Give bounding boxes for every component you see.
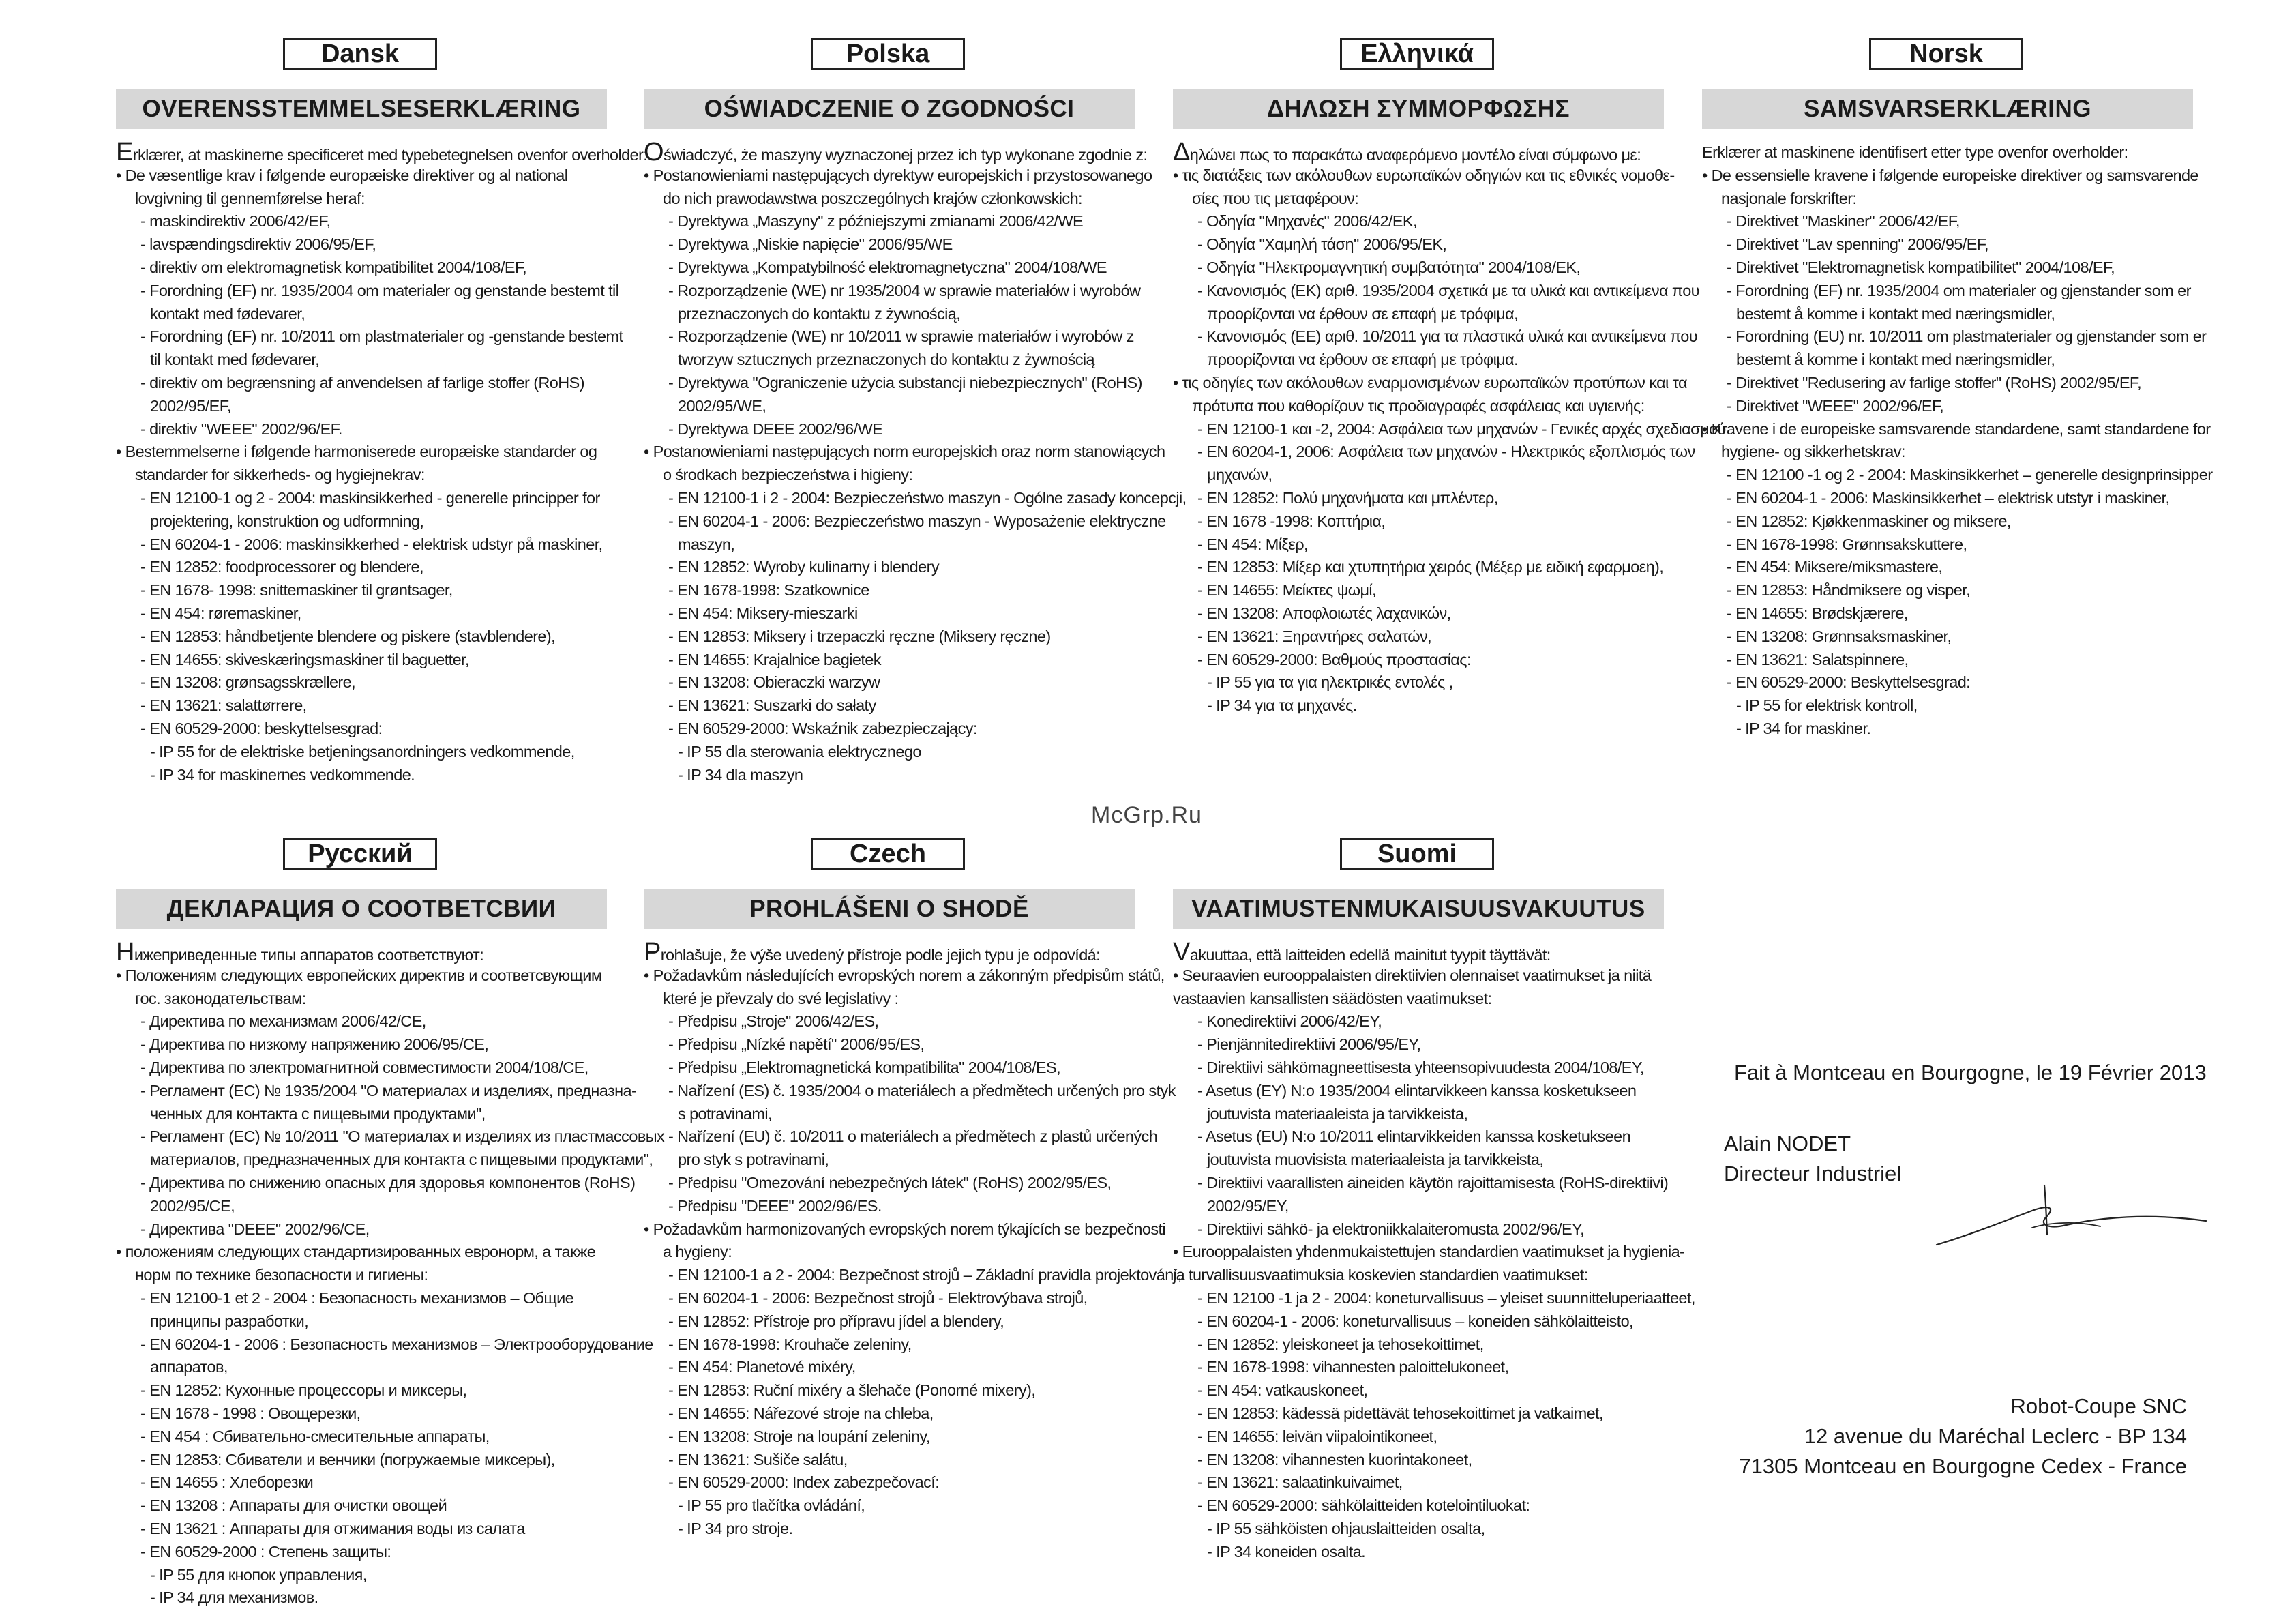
text-line: - Direktivet "Redusering av farlige stoffer" (RoHS) 2002/95/EF, bbox=[1727, 373, 2142, 392]
text-line: - Οδηγία "Ηλεκτρομαγνητική συμβατότητα" 2004/108/ΕΚ, bbox=[1197, 258, 1581, 276]
bullet-line: • Postanowieniami następujących norm europejskich oraz norm stanowiących bbox=[644, 441, 1135, 464]
text-line: - EN 12853: Miksery i trzepaczki ręczne (Miksery ręczne) bbox=[668, 627, 1051, 645]
text-line: - IP 34 για τα μηχανές. bbox=[1207, 696, 1357, 715]
text-line: - Директива по электромагнитной совместимости 2004/108/CE, bbox=[140, 1058, 588, 1076]
text-line: - EN 14655: Krajalnice bagietek bbox=[668, 650, 881, 668]
text-line: - IP 34 dla maszyn bbox=[678, 765, 803, 784]
text-line: a hygieny: bbox=[663, 1243, 732, 1261]
text-line: Δηλώνει πως το παρακάτω αναφερόμενο μοντέλο είναι σύμφωνο με: bbox=[1173, 138, 1641, 166]
text-line: - IP 34 for maskiner. bbox=[1736, 719, 1871, 737]
text-line: ja turvallisuusvaatimuksia koskevien standardien vaatimukset: bbox=[1173, 1266, 1588, 1284]
text-line: - Forordning (EF) nr. 10/2011 om plastmaterialer og -genstande bestemt bbox=[140, 327, 623, 346]
text-line: - EN 454: røremaskiner, bbox=[140, 604, 301, 622]
text-line: - EN 12852: Πολύ μηχανήματα και μπλέντερ, bbox=[1197, 488, 1498, 507]
language-label: Ελληνικά bbox=[1340, 38, 1494, 70]
text-line: - EN 13208: Αποφλοιωτές λαχανικών, bbox=[1197, 604, 1451, 622]
text-line: материалов, предназначенных для контакта с пищевыми продуктами", bbox=[150, 1151, 653, 1169]
bullet-line: • Положениям следующих европейских директив и соответсвующим bbox=[116, 964, 607, 988]
text-line: tworzyw sztucznych przeznaczonych do kontaktu z żywnością bbox=[678, 351, 1095, 369]
text-line: принципы разработки, bbox=[150, 1312, 309, 1330]
text-line: - EN 454: Miksery-mieszarki bbox=[668, 604, 858, 622]
text-line: - Οδηγία "Μηχανές" 2006/42/ΕΚ, bbox=[1197, 212, 1417, 231]
text-line: - EN 13621 : Аппараты для отжимания воды из салата bbox=[140, 1519, 525, 1537]
text-line: - IP 34 pro stroje. bbox=[678, 1519, 793, 1537]
text-line: - EN 60204-1 - 2006: koneturvallisuus – koneiden sähkölaitteisto, bbox=[1197, 1312, 1633, 1330]
text-line: - EN 12853: kädessä pidettävät tehosekoittimet ja vatkaimet, bbox=[1197, 1404, 1603, 1422]
bullet-line: • Postanowieniami następujących dyrektyw europejskich i przystosowanego bbox=[644, 164, 1135, 188]
language-label: Norsk bbox=[1869, 38, 2023, 70]
text-line: - EN 1678-1998: Krouhače zeleniny, bbox=[668, 1335, 912, 1353]
text-line: - EN 60204-1 - 2006: Maskinsikkerhet – elektrisk utstyr i maskiner, bbox=[1727, 488, 2170, 507]
declaration-text bbox=[644, 138, 1187, 786]
declaration-text bbox=[1702, 141, 2213, 741]
text-line: - direktiv om begrænsning af anvendelsen af farlige stoffer (RoHS) bbox=[140, 373, 584, 392]
text-line: - Předpisu "Omezování nebezpečných látek" (RoHS) 2002/95/ES, bbox=[668, 1173, 1112, 1192]
text-line: - Direktiivi vaarallisten aineiden käytön rajoittamisesta (RoHS-direktiivi) bbox=[1197, 1173, 1669, 1192]
signatory-name: Alain NODET bbox=[1724, 1132, 1851, 1155]
text-line: - direktiv "WEEE" 2002/96/EF. bbox=[140, 419, 342, 438]
text-line: - Direktivet "WEEE" 2002/96/EF, bbox=[1727, 396, 1944, 415]
text-line: - Předpisu „Elektromagnetická kompatibilita" 2004/108/ES, bbox=[668, 1058, 1061, 1076]
text-line: - EN 12853: Ruční mixéry a šlehače (Ponorné mixery), bbox=[668, 1381, 1036, 1400]
bullet-line: • Požadavkům harmonizovaných evropských norem týkajících se bezpečnosti bbox=[644, 1218, 1135, 1241]
text-line: - EN 13621: salattørrere, bbox=[140, 696, 307, 715]
text-line: Erklærer, at maskinerne specificeret med typebetegnelsen ovenfor overholder: bbox=[116, 138, 648, 166]
text-line: - Direktiivi sähkö- ja elektroniikkalaiteromusta 2002/96/EY, bbox=[1197, 1220, 1585, 1238]
handwritten-signature bbox=[1930, 1180, 2216, 1255]
text-line: - EN 60529-2000: Beskyttelsesgrad: bbox=[1727, 673, 1971, 692]
text-line: vastaavien kansallisten säädösten vaatimukset: bbox=[1173, 989, 1492, 1007]
text-line: do nich prawodawstwa poszczególnych krajów członkowskich: bbox=[663, 189, 1082, 207]
text-line: σίες που τις μεταφέρουν: bbox=[1192, 189, 1359, 207]
text-line: προορίζονται να έρθουν σε επαφή με τρόφιμα. bbox=[1207, 351, 1519, 369]
bullet-line: • τις διατάξεις των ακόλουθων ευρωπαϊκών οδηγιών και τις εθνικές νομοθε- bbox=[1173, 164, 1664, 188]
text-line: przeznaczonych do kontaktu z żywnością, bbox=[678, 304, 961, 323]
text-line: hygiene- og sikkerhetskrav: bbox=[1721, 443, 1905, 461]
text-line: - Direktivet "Maskiner" 2006/42/EF, bbox=[1727, 212, 1960, 231]
bullet-line: • Bestemmelserne i følgende harmoniserede europæiske standarder og bbox=[116, 441, 607, 464]
text-line: - EN 60529-2000: Index zabezpečovací: bbox=[668, 1473, 940, 1492]
text-line: - IP 55 for de elektriske betjeningsanordningers vedkommende, bbox=[150, 742, 575, 761]
text-line: - EN 12853: håndbetjente blendere og piskere (stavblendere), bbox=[140, 627, 556, 645]
text-line: joutuvista muovisista materiaaleista ja tarvikkeista, bbox=[1207, 1151, 1544, 1169]
declaration-text bbox=[116, 938, 665, 1610]
text-line: - EN 14655: skiveskæringsmaskiner til baguetter, bbox=[140, 650, 469, 668]
bullet-line: • Seuraavien eurooppalaisten direktiivien olennaiset vaatimukset ja niitä bbox=[1173, 964, 1664, 988]
text-line: - Κανονισμός (ΕΕ) αριθ. 10/2011 για τα πλαστικά υλικά και αντικείμενα που bbox=[1197, 327, 1697, 346]
text-line: - EN 12852: Kjøkkenmaskiner og miksere, bbox=[1727, 512, 2011, 530]
text-line: - EN 12100 -1 og 2 - 2004: Maskinsikkerhet – generelle designprinsipper bbox=[1727, 466, 2213, 484]
bullet-line: • τις οδηγίες των ακόλουθων εναρμονισμένων ευρωπαϊκών προτύπων και τα bbox=[1173, 372, 1664, 395]
company-name: Robot-Coupe SNC bbox=[2010, 1394, 2187, 1418]
text-line: joutuvista materiaaleista ja tarvikkeista, bbox=[1207, 1104, 1468, 1123]
place-date: Fait à Montceau en Bourgogne, le 19 Février 2013 bbox=[1734, 1061, 2207, 1084]
bullet-line: • Eurooppalaisten yhdenmukaistettujen standardien vaatimukset ja hygienia- bbox=[1173, 1241, 1664, 1264]
text-line: - Nařízení (EU) č. 10/2011 o materiálech a předmětech z plastů určených bbox=[668, 1127, 1158, 1146]
text-line: s potravinami, bbox=[678, 1104, 772, 1123]
text-line: - IP 34 koneiden osalta. bbox=[1207, 1542, 1366, 1561]
text-line: - EN 1678-1998: vihannesten paloittelukoneet, bbox=[1197, 1358, 1509, 1376]
text-line: 2002/95/EY, bbox=[1207, 1196, 1289, 1215]
text-line: - IP 55 pro tlačítka ovládání, bbox=[678, 1496, 865, 1515]
text-line: - EN 13208: grønsagsskrællere, bbox=[140, 673, 356, 692]
text-line: - Dyrektywa „Niskie napięcie" 2006/95/WE bbox=[668, 235, 953, 254]
text-line: - IP 55 для кнопок управления, bbox=[150, 1565, 367, 1584]
text-line: - EN 1678 -1998: Κοπτήρια, bbox=[1197, 512, 1386, 530]
text-line: норм по технике безопасности и гигиены: bbox=[135, 1266, 428, 1284]
text-line: - Direktiivi sähkömagneettisesta yhteensopivuudesta 2004/108/EY, bbox=[1197, 1058, 1644, 1076]
text-line: - EN 1678-1998: Grønnsakskuttere, bbox=[1727, 535, 1967, 553]
text-line: προορίζονται να έρθουν σε επαφή με τρόφιμα, bbox=[1207, 304, 1519, 323]
text-line: o środkach bezpieczeństwa i higieny: bbox=[663, 466, 913, 484]
text-line: - Регламент (ЕС) № 10/2011 "О материалах и изделиях из пластмассовых bbox=[140, 1127, 665, 1146]
text-line: - EN 454: Μίξερ, bbox=[1197, 535, 1308, 553]
text-line: - Dyrektywa „Maszyny" z późniejszymi zmianami 2006/42/WE bbox=[668, 212, 1084, 231]
section-title: PROHLÁŠENI O SHODĚ bbox=[644, 889, 1135, 929]
text-line: bestemt å komme i kontakt med næringsmidler, bbox=[1736, 304, 2055, 323]
text-line: - EN 454 : Сбивательно-смесительные аппараты, bbox=[140, 1427, 490, 1445]
language-label: Dansk bbox=[283, 38, 437, 70]
text-line: které je převzaly do své legislativy : bbox=[663, 989, 899, 1007]
bullet-line: • Kravene i de europeiske samsvarende standardene, samt standardene for bbox=[1702, 418, 2193, 441]
text-line: - Директива по снижению опасных для здоровья компонентов (RoHS) bbox=[140, 1173, 636, 1192]
text-line: nasjonale forskrifter: bbox=[1721, 189, 1857, 207]
text-line: - Rozporządzenie (WE) nr 10/2011 w sprawie materiałów i wyrobów z bbox=[668, 327, 1134, 346]
bullet-line: • De væsentlige krav i følgende europæiske direktiver og al national bbox=[116, 164, 607, 188]
text-line: - EN 14655: Brødskjærere, bbox=[1727, 604, 1908, 622]
text-line: - EN 13208: Stroje na loupání zeleniny, bbox=[668, 1427, 930, 1445]
declaration-text bbox=[1173, 938, 1695, 1564]
section-title: OVERENSSTEMMELSESERKLÆRING bbox=[116, 89, 607, 129]
text-line: 2002/95/CE, bbox=[150, 1196, 235, 1215]
text-line: - Konedirektiivi 2006/42/EY, bbox=[1197, 1012, 1382, 1031]
text-line: - Директива "DEEE" 2002/96/CE, bbox=[140, 1220, 370, 1238]
section-title: ΔΗΛΩΣΗ ΣΥΜΜΟΡΦΩΣΗΣ bbox=[1173, 89, 1664, 129]
text-line: - IP 55 dla sterowania elektrycznego bbox=[678, 742, 921, 761]
text-line: - IP 34 для механизмов. bbox=[150, 1589, 318, 1607]
text-line: - EN 13208: vihannesten kuorintakoneet, bbox=[1197, 1450, 1472, 1468]
text-line: - EN 12100-1 et 2 - 2004 : Безопасность механизмов – Общие bbox=[140, 1288, 574, 1307]
text-line: - Rozporządzenie (WE) nr 1935/2004 w sprawie materiałów i wyrobów bbox=[668, 281, 1141, 299]
text-line: til kontakt med fødevarer, bbox=[150, 351, 320, 369]
text-line: - EN 14655: leivän viipalointikoneet, bbox=[1197, 1427, 1437, 1445]
text-line: standarder for sikkerheds- og hygiejnekrav: bbox=[135, 466, 425, 484]
text-line: - EN 12100-1 i 2 - 2004: Bezpieczeństwo maszyn - Ogólne zasady koncepcji, bbox=[668, 488, 1187, 507]
text-line: - IP 55 sähköisten ohjauslaitteiden osalta, bbox=[1207, 1519, 1485, 1537]
text-line: - EN 12853: Μίξερ και χτυπητήρια χειρός (Μέξερ με ειδική εφαρμοεη), bbox=[1197, 558, 1664, 576]
language-label: Polska bbox=[811, 38, 965, 70]
text-line: - EN 14655 : Хлеборезки bbox=[140, 1473, 314, 1492]
text-line: - Οδηγία "Χαμηλή τάση" 2006/95/ΕΚ, bbox=[1197, 235, 1447, 254]
text-line: - EN 12100-1 a 2 - 2004: Bezpečnost strojů – Základní pravidla projektování, bbox=[668, 1266, 1182, 1284]
text-line: - EN 13621: salaatinkuivaimet, bbox=[1197, 1473, 1403, 1492]
text-line: - EN 60204-1 - 2006 : Безопасность механизмов – Электрооборудование bbox=[140, 1335, 653, 1353]
text-line: ченных для контакта с пищевыми продуктами", bbox=[150, 1104, 486, 1123]
text-line: - Direktivet "Elektromagnetisk kompatibilitet" 2004/108/EF, bbox=[1727, 258, 2115, 276]
bullet-line: • Požadavkům následujících evropských norem a zákonným předpisům států, bbox=[644, 964, 1135, 988]
text-line: - IP 55 για τα για ηλεκτρικές εντολές , bbox=[1207, 673, 1453, 692]
text-line: - EN 13208: Obieraczki warzyw bbox=[668, 673, 880, 692]
text-line: - EN 454: vatkauskoneet, bbox=[1197, 1381, 1368, 1400]
text-line: Нижеприведенные типы аппаратов соответствуют: bbox=[116, 938, 484, 966]
text-line: - EN 60529-2000: sähkölaitteiden kotelointiluokat: bbox=[1197, 1496, 1530, 1515]
text-line: πρότυπα που καθορίζουν τις προδιαγραφές ασφάλειας και υγιεινής: bbox=[1192, 396, 1645, 415]
text-line: pro styk s potravinami, bbox=[678, 1151, 829, 1169]
text-line: - EN 12852: Кухонные процессоры и миксеры, bbox=[140, 1381, 467, 1400]
text-line: - IP 55 for elektrisk kontroll, bbox=[1736, 696, 1918, 715]
language-label: Suomi bbox=[1340, 838, 1494, 870]
section-title: OŚWIADCZENIE O ZGODNOŚCI bbox=[644, 89, 1135, 129]
text-line: - EN 60529-2000 : Степень защиты: bbox=[140, 1542, 391, 1561]
text-line: - Forordning (EF) nr. 1935/2004 om materialer og genstande bestemt til bbox=[140, 281, 619, 299]
text-line: - EN 12852: Přístroje pro přípravu jídel a blendery, bbox=[668, 1312, 1004, 1330]
section-title: ДЕКЛАРАЦИЯ О СООТВЕТСВИИ bbox=[116, 889, 607, 929]
text-line: Prohlašuje, že výše uvedený přístroje podle jejich typu je odpovídá: bbox=[644, 938, 1101, 966]
text-line: - EN 60204-1 - 2006: maskinsikkerhed - elektrisk udstyr på maskiner, bbox=[140, 535, 603, 553]
text-line: - EN 12100-1 και -2, 2004: Ασφάλεια των μηχανών - Γενικές αρχές σχεδιασμού bbox=[1197, 419, 1726, 438]
text-line: - Asetus (EU) N:o 10/2011 elintarvikkeiden kanssa kosketukseen bbox=[1197, 1127, 1631, 1146]
text-line: - EN 1678- 1998: snittemaskiner til grøntsager, bbox=[140, 581, 453, 600]
text-line: - EN 60204-1 - 2006: Bezpečnost strojů - Elektrovýbava strojů, bbox=[668, 1288, 1088, 1307]
text-line: - EN 13621: Salatspinnere, bbox=[1727, 650, 1909, 668]
text-line: - Předpisu "DEEE" 2002/96/ES. bbox=[668, 1196, 882, 1215]
text-line: - Forordning (EF) nr. 1935/2004 om materialer og gjenstander som er bbox=[1727, 281, 2191, 299]
text-line: - EN 60529-2000: Βαθμούς προστασίας: bbox=[1197, 650, 1471, 668]
watermark: McGrp.Ru bbox=[1091, 802, 1202, 828]
section-title: SAMSVARSERKLÆRING bbox=[1702, 89, 2193, 129]
text-line: maszyn, bbox=[678, 535, 735, 553]
text-line: - EN 12852: Wyroby kulinarny i blendery bbox=[668, 558, 939, 576]
text-line: Vakuuttaa, että laitteiden edellä mainitut tyypit täyttävät: bbox=[1173, 938, 1551, 966]
language-label: Русский bbox=[283, 838, 437, 870]
section-title: VAATIMUSTENMUKAISUUSVAKUUTUS bbox=[1173, 889, 1664, 929]
text-line: - Dyrektywa „Kompatybilność elektromagnetyczna" 2004/108/WE bbox=[668, 258, 1107, 276]
text-line: - Dyrektywa "Ograniczenie użycia substancji niebezpiecznych" (RoHS) bbox=[668, 373, 1142, 392]
text-line: - EN 60204-1, 2006: Ασφάλεια των μηχανών - Ηλεκτρικός εξοπλισμός των bbox=[1197, 443, 1695, 461]
text-line: - EN 13621: Ξηραντήρες σαλατών, bbox=[1197, 627, 1432, 645]
text-line: - EN 60204-1 - 2006: Bezpieczeństwo maszyn - Wyposażenie elektryczne bbox=[668, 512, 1166, 530]
text-line: - Direktivet "Lav spenning" 2006/95/EF, bbox=[1727, 235, 1988, 254]
text-line: lovgivning til gennemførelse heraf: bbox=[135, 189, 365, 207]
address-line-1: 12 avenue du Maréchal Leclerc - BP 134 bbox=[1804, 1424, 2187, 1448]
text-line: - Předpisu „Stroje" 2006/42/ES, bbox=[668, 1012, 879, 1031]
text-line: - Κανονισμός (ΕΚ) αριθ. 1935/2004 σχετικά με τα υλικά και αντικείμενα που bbox=[1197, 281, 1699, 299]
text-line: - EN 12853: Håndmiksere og visper, bbox=[1727, 581, 1971, 600]
address-line-2: 71305 Montceau en Bourgogne Cedex - France bbox=[1739, 1454, 2187, 1478]
text-line: - Dyrektywa DEEE 2002/96/WE bbox=[668, 419, 883, 438]
text-line: - EN 13208: Grønnsaksmaskiner, bbox=[1727, 627, 1952, 645]
company-address bbox=[1739, 1391, 2187, 1481]
text-line: - IP 34 for maskinernes vedkommende. bbox=[150, 765, 415, 784]
text-line: - EN 12852: yleiskoneet ja tehosekoittimet, bbox=[1197, 1335, 1484, 1353]
text-line: - EN 1678-1998: Szatkownice bbox=[668, 581, 869, 600]
text-line: - EN 12100-1 og 2 - 2004: maskinsikkerhed - generelle principper for bbox=[140, 488, 600, 507]
text-line: - EN 13621: Sušiče salátu, bbox=[668, 1450, 848, 1468]
declaration-text bbox=[644, 938, 1182, 1541]
text-line: - direktiv om elektromagnetisk kompatibilitet 2004/108/EF, bbox=[140, 258, 527, 276]
text-line: - EN 13621: Suszarki do sałaty bbox=[668, 696, 876, 715]
text-line: - EN 14655: Μείκτες ψωμί, bbox=[1197, 581, 1376, 600]
text-line: 2002/95/EF, bbox=[150, 396, 231, 415]
text-line: гос. законодательствам: bbox=[135, 989, 306, 1007]
text-line: 2002/95/WE, bbox=[678, 396, 766, 415]
text-line: Oświadczyć, że maszyny wyznaczonej przez ich typ wykonane zgodnie z: bbox=[644, 138, 1148, 166]
bullet-line: • De essensielle kravene i følgende europeiske direktiver og samsvarende bbox=[1702, 164, 2193, 188]
text-line: - EN 14655: Nářezové stroje na chleba, bbox=[668, 1404, 934, 1422]
text-line: - Předpisu „Nízké napětí" 2006/95/ES, bbox=[668, 1035, 925, 1054]
text-line: μηχανών, bbox=[1207, 466, 1272, 484]
text-line: kontakt med fødevarer, bbox=[150, 304, 305, 323]
text-line: - EN 60529-2000: Wskaźnik zabezpieczający: bbox=[668, 719, 977, 737]
text-line: bestemt å komme i kontakt med næringsmidler, bbox=[1736, 351, 2055, 369]
bullet-line: • положениям следующих стандартизированных евронорм, а также bbox=[116, 1241, 607, 1264]
text-line: - EN 12100 -1 ja 2 - 2004: koneturvallisuus – yleiset suunnitteluperiaatteet, bbox=[1197, 1288, 1695, 1307]
text-line: - Pienjännitedirektiivi 2006/95/EY, bbox=[1197, 1035, 1421, 1054]
text-line: - EN 13208 : Аппараты для очистки овощей bbox=[140, 1496, 447, 1515]
text-line: - EN 12852: foodprocessorer og blendere, bbox=[140, 558, 423, 576]
text-line: аппаратов, bbox=[150, 1358, 228, 1376]
text-line: - Директива по низкому напряжению 2006/95/CE, bbox=[140, 1035, 489, 1054]
text-line: - Nařízení (ES) č. 1935/2004 o materiálech a předmětech určených pro styk bbox=[668, 1081, 1176, 1099]
text-line: - Регламент (ЕС) № 1935/2004 "О материалах и изделиях, предназна- bbox=[140, 1081, 637, 1099]
declaration-text bbox=[1173, 138, 1726, 718]
language-label: Czech bbox=[811, 838, 965, 870]
text-line: - EN 12853: Сбиватели и венчики (погружаемые миксеры), bbox=[140, 1450, 555, 1468]
text-line: - EN 454: Planetové mixéry, bbox=[668, 1358, 856, 1376]
text-line: - Forordning (EU) nr. 10/2011 om plastmaterialer og gjenstander som er bbox=[1727, 327, 2207, 346]
signatory bbox=[1724, 1129, 1901, 1189]
declaration-text bbox=[116, 138, 648, 786]
text-line: - Asetus (EY) N:o 1935/2004 elintarvikkeen kanssa kosketukseen bbox=[1197, 1081, 1637, 1099]
text-line: - lavspændingsdirektiv 2006/95/EF, bbox=[140, 235, 376, 254]
signatory-title: Directeur Industriel bbox=[1724, 1162, 1902, 1185]
text-line: - EN 1678 - 1998 : Овощерезки, bbox=[140, 1404, 361, 1422]
text-line: - EN 454: Miksere/miksmastere, bbox=[1727, 558, 1943, 576]
text-line: projektering, konstruktion og udformning, bbox=[150, 512, 424, 530]
text-line: Erklærer at maskinene identifisert etter type ovenfor overholder: bbox=[1702, 143, 2128, 161]
text-line: - Директива по механизмам 2006/42/CE, bbox=[140, 1012, 426, 1031]
text-line: - EN 60529-2000: beskyttelsesgrad: bbox=[140, 719, 383, 737]
text-line: - maskindirektiv 2006/42/EF, bbox=[140, 212, 331, 231]
